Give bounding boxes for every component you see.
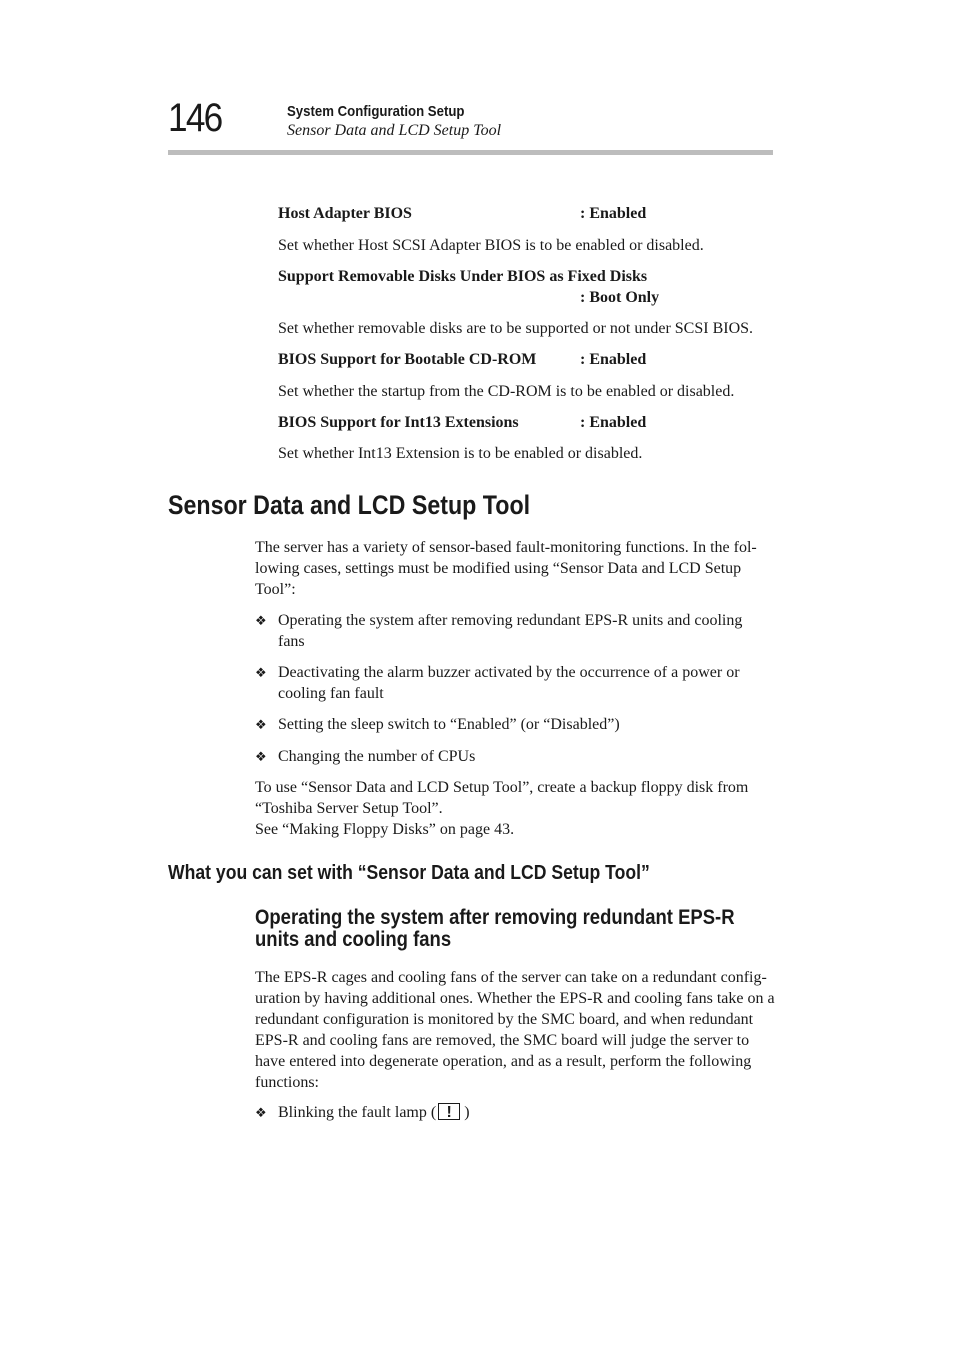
page-number: 146 <box>168 96 222 140</box>
list-item-text-end: ) <box>464 1104 470 1121</box>
setting-value: : Enabled <box>580 351 647 368</box>
intro-paragraph: The server has a variety of sensor-based fault-monitoring functions. In the fol-lowing cases, settings must be modified using “Sensor Data and LCD Setup Tool”: <box>255 539 757 598</box>
subsubsection-heading: Operating the system after removing redundant EPS-R units and cooling fans <box>255 906 735 951</box>
diamond-bullet-icon: ❖ <box>255 1105 267 1120</box>
section-heading: Sensor Data and LCD Setup Tool <box>168 490 531 520</box>
list-item <box>255 1102 755 1123</box>
setting-value: : Enabled <box>580 414 647 431</box>
list-item-text: Deactivating the alarm buzzer activated by the occurrence of a power or cooling fan fault <box>278 664 740 702</box>
list-item <box>255 714 755 735</box>
page-reference: See “Making Floppy Disks” on page 43. <box>255 821 515 838</box>
setting-description: Set whether Int13 Extension is to be enabled or disabled. <box>278 445 643 462</box>
chapter-title: System Configuration Setup <box>287 103 465 120</box>
list-item-text: Operating the system after removing redundant EPS-R units and cooling fans <box>278 612 743 650</box>
setting-name: BIOS Support for Bootable CD-ROM <box>278 351 537 368</box>
eps-paragraph: The EPS-R cages and cooling fans of the server can take on a redundant config-uration by having additional ones. Whether the EPS-R and cooling fans take on a redundant configuration is monitored by the SMC board, and when redundant EPS-R and cooling fans are removed, the SMC board will judge the server to have entered into degenerate operation, and as a result, perform the following functions: <box>255 969 775 1091</box>
list-item-text: Setting the sleep switch to “Enabled” (or “Disabled”) <box>278 716 620 733</box>
section-running-title: Sensor Data and LCD Setup Tool <box>287 122 502 139</box>
setting-name: Support Removable Disks Under BIOS as Fixed Disks <box>278 268 648 285</box>
setting-value: : Boot Only <box>580 289 660 306</box>
diamond-bullet-icon: ❖ <box>255 717 267 732</box>
list-item <box>255 662 755 704</box>
setting-name: Host Adapter BIOS <box>278 205 412 222</box>
setting-description: Set whether the startup from the CD-ROM is to be enabled or disabled. <box>278 383 735 400</box>
usage-text: To use “Sensor Data and LCD Setup Tool”, create a backup floppy disk from “Toshiba Server Setup Tool”. <box>255 779 749 817</box>
list-item <box>255 746 755 767</box>
setting-value: : Enabled <box>580 205 647 222</box>
diamond-bullet-icon: ❖ <box>255 665 267 680</box>
subsection-heading: What you can set with “Sensor Data and LCD Setup Tool” <box>168 862 650 884</box>
list-item-text: Blinking the fault lamp ( <box>278 1104 437 1121</box>
diamond-bullet-icon: ❖ <box>255 613 267 628</box>
list-item <box>255 610 755 652</box>
usage-paragraph <box>255 777 770 840</box>
setting-name: BIOS Support for Int13 Extensions <box>278 414 519 431</box>
list-item-text: Changing the number of CPUs <box>278 748 476 765</box>
header-divider <box>168 150 773 155</box>
diamond-bullet-icon: ❖ <box>255 749 267 764</box>
setting-description: Set whether removable disks are to be supported or not under SCSI BIOS. <box>278 320 754 337</box>
fault-lamp-icon <box>438 1103 460 1120</box>
setting-description: Set whether Host SCSI Adapter BIOS is to be enabled or disabled. <box>278 237 704 254</box>
